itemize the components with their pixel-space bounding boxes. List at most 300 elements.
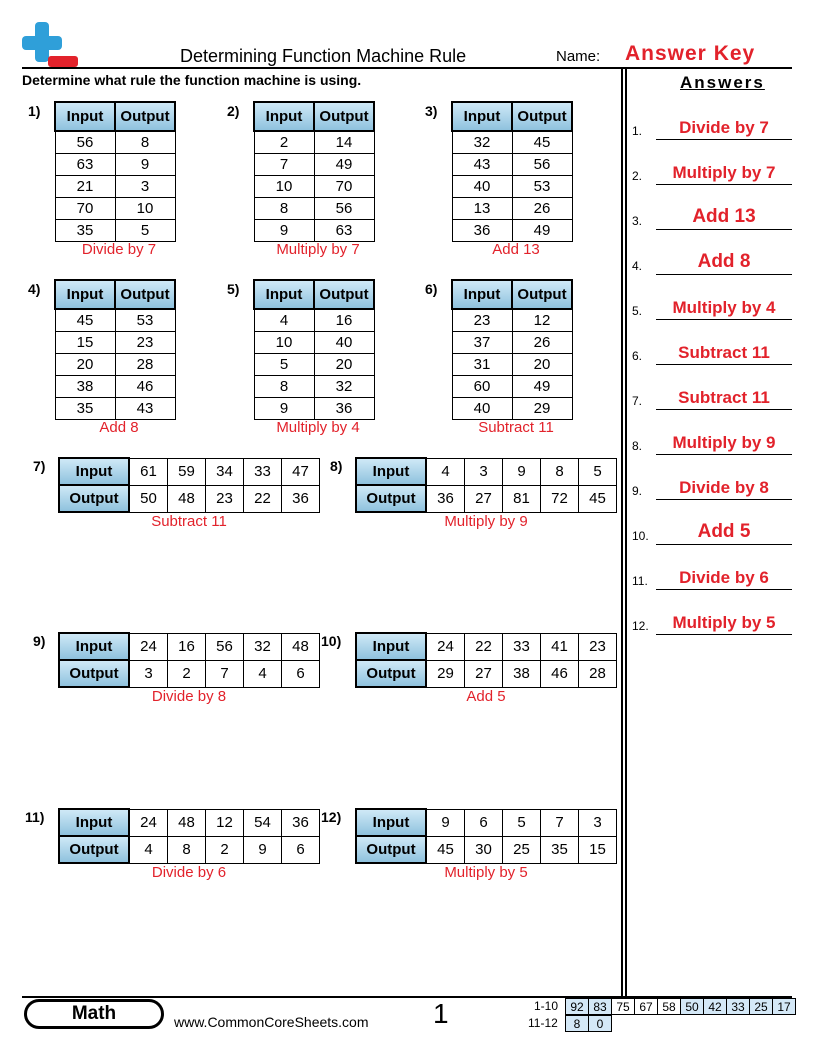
answer-line xyxy=(656,634,792,635)
input-cell: 70 xyxy=(55,198,115,220)
function-table xyxy=(451,279,573,420)
rule-answer: Subtract 11 xyxy=(151,513,227,530)
function-table xyxy=(355,808,617,864)
input-cell: 34 xyxy=(206,458,244,485)
input-cell: 40 xyxy=(452,176,512,198)
problem-number: 7) xyxy=(33,458,46,474)
output-cell: 10 xyxy=(115,198,175,220)
output-cell: 36 xyxy=(426,485,465,512)
subject-badge: Math xyxy=(24,999,164,1029)
problem-number: 6) xyxy=(425,281,438,297)
answer-row xyxy=(632,200,792,230)
name-label: Name: xyxy=(556,48,601,65)
answer-row xyxy=(632,245,792,275)
table-row xyxy=(59,458,320,485)
input-header: Input xyxy=(254,102,314,131)
output-cell: 23 xyxy=(206,485,244,512)
output-cell: 27 xyxy=(465,660,503,687)
answer-text: Divide by 8 xyxy=(679,478,769,497)
input-cell: 36 xyxy=(282,809,320,836)
table-row xyxy=(59,809,320,836)
input-cell: 6 xyxy=(465,809,503,836)
function-table xyxy=(253,101,375,242)
output-cell: 8 xyxy=(168,836,206,863)
table-row xyxy=(254,354,374,376)
input-cell: 41 xyxy=(541,633,579,660)
score-cell: 75 xyxy=(612,999,635,1015)
input-cell: 36 xyxy=(452,220,512,242)
input-cell: 23 xyxy=(579,633,617,660)
input-cell: 9 xyxy=(254,398,314,420)
input-header: Input xyxy=(452,102,512,131)
output-cell: 70 xyxy=(314,176,374,198)
table-row xyxy=(59,485,320,512)
answer-number: 4. xyxy=(632,259,643,273)
answer-row xyxy=(632,425,792,455)
table-row xyxy=(59,633,320,660)
output-cell: 28 xyxy=(579,660,617,687)
answer-number: 6. xyxy=(632,349,643,363)
output-cell: 45 xyxy=(579,485,617,512)
score-cell: 50 xyxy=(681,999,704,1015)
score-cell: 83 xyxy=(589,999,612,1015)
answer-text: Add 8 xyxy=(697,251,751,272)
answer-row xyxy=(632,605,792,635)
problem-number: 1) xyxy=(28,103,41,119)
input-cell: 33 xyxy=(503,633,541,660)
page-title: Determining Function Machine Rule xyxy=(180,46,467,66)
function-table xyxy=(54,101,176,242)
table-row xyxy=(254,131,374,154)
rule-answer: Multiply by 4 xyxy=(276,419,360,436)
problem-number: 11) xyxy=(25,809,45,825)
input-cell: 33 xyxy=(244,458,282,485)
answer-number: 9. xyxy=(632,484,643,498)
table-row xyxy=(356,809,617,836)
output-cell: 9 xyxy=(115,154,175,176)
output-header: Output xyxy=(314,102,374,131)
output-cell: 50 xyxy=(129,485,168,512)
answer-text: Add 5 xyxy=(697,521,751,542)
input-cell: 8 xyxy=(254,376,314,398)
score-row xyxy=(565,1015,612,1032)
rule-answer: Add 8 xyxy=(99,419,139,436)
answer-text: Add 13 xyxy=(692,206,756,227)
input-cell: 5 xyxy=(579,458,617,485)
input-cell: 56 xyxy=(55,131,115,154)
input-cell: 32 xyxy=(244,633,282,660)
output-cell: 4 xyxy=(129,836,168,863)
output-header: Output xyxy=(356,660,426,687)
input-header: Input xyxy=(356,633,426,660)
answer-line xyxy=(656,364,792,365)
output-cell: 63 xyxy=(314,220,374,242)
output-cell: 6 xyxy=(282,660,320,687)
output-header: Output xyxy=(512,280,572,309)
input-cell: 40 xyxy=(452,398,512,420)
function-table xyxy=(58,632,320,688)
output-cell: 9 xyxy=(244,836,282,863)
function-table xyxy=(54,279,176,420)
table-row xyxy=(254,198,374,220)
function-table xyxy=(355,457,617,513)
output-cell: 38 xyxy=(503,660,541,687)
input-cell: 48 xyxy=(282,633,320,660)
output-cell: 29 xyxy=(426,660,465,687)
table-row xyxy=(452,176,572,198)
answer-row xyxy=(632,515,792,545)
answer-text: Multiply by 7 xyxy=(672,163,776,182)
input-cell: 54 xyxy=(244,809,282,836)
table-row xyxy=(452,220,572,242)
input-cell: 5 xyxy=(503,809,541,836)
input-cell: 37 xyxy=(452,332,512,354)
answer-line xyxy=(656,589,792,590)
input-header: Input xyxy=(254,280,314,309)
table-row xyxy=(254,220,374,242)
logo xyxy=(0,0,80,70)
answer-number: 1. xyxy=(632,124,643,138)
table-row xyxy=(55,376,175,398)
output-cell: 49 xyxy=(314,154,374,176)
output-cell: 26 xyxy=(512,332,572,354)
output-cell: 46 xyxy=(541,660,579,687)
table-row xyxy=(55,309,175,332)
output-cell: 49 xyxy=(512,220,572,242)
table-row xyxy=(452,131,572,154)
table-row xyxy=(452,376,572,398)
score-cell: 67 xyxy=(635,999,658,1015)
function-table xyxy=(58,457,320,513)
output-cell: 23 xyxy=(115,332,175,354)
output-header: Output xyxy=(59,660,129,687)
input-cell: 45 xyxy=(55,309,115,332)
input-header: Input xyxy=(59,633,129,660)
table-row xyxy=(59,660,320,687)
answer-line xyxy=(656,544,792,545)
rule-answer: Add 13 xyxy=(492,241,540,258)
answer-row xyxy=(632,155,792,185)
table-row xyxy=(55,154,175,176)
table-row xyxy=(356,836,617,863)
output-cell: 8 xyxy=(115,131,175,154)
output-header: Output xyxy=(356,485,426,512)
output-cell: 22 xyxy=(244,485,282,512)
answer-number: 7. xyxy=(632,394,643,408)
answer-number: 10. xyxy=(632,529,649,543)
answer-number: 8. xyxy=(632,439,643,453)
input-cell: 32 xyxy=(452,131,512,154)
input-cell: 8 xyxy=(541,458,579,485)
output-cell: 81 xyxy=(503,485,541,512)
answer-number: 11. xyxy=(632,574,648,588)
output-cell: 27 xyxy=(465,485,503,512)
answer-row xyxy=(632,290,792,320)
input-cell: 24 xyxy=(129,633,168,660)
output-cell: 72 xyxy=(541,485,579,512)
answer-line xyxy=(656,454,792,455)
input-cell: 24 xyxy=(426,633,465,660)
output-cell: 53 xyxy=(115,309,175,332)
rule-answer: Multiply by 5 xyxy=(444,864,528,881)
score-row-label: 1-10 xyxy=(534,999,559,1013)
problem-number: 10) xyxy=(321,633,342,649)
input-cell: 48 xyxy=(168,809,206,836)
answer-text: Divide by 7 xyxy=(679,118,769,137)
problem-number: 8) xyxy=(330,458,343,474)
output-cell: 20 xyxy=(512,354,572,376)
table-row xyxy=(356,660,617,687)
score-cell: 0 xyxy=(589,1016,612,1032)
input-cell: 60 xyxy=(452,376,512,398)
function-table xyxy=(451,101,573,242)
table-row xyxy=(452,309,572,332)
table-row xyxy=(55,176,175,198)
input-cell: 43 xyxy=(452,154,512,176)
output-cell: 6 xyxy=(282,836,320,863)
score-cell: 8 xyxy=(566,1016,589,1032)
input-header: Input xyxy=(59,809,129,836)
answer-text: Multiply by 9 xyxy=(672,433,776,452)
output-cell: 25 xyxy=(503,836,541,863)
problem-number: 4) xyxy=(28,281,41,297)
output-header: Output xyxy=(356,836,426,863)
table-row xyxy=(55,131,175,154)
output-cell: 14 xyxy=(314,131,374,154)
output-cell: 15 xyxy=(579,836,617,863)
input-cell: 56 xyxy=(206,633,244,660)
table-row xyxy=(356,485,617,512)
answer-row xyxy=(632,380,792,410)
input-cell: 3 xyxy=(465,458,503,485)
output-cell: 3 xyxy=(129,660,168,687)
table-row xyxy=(452,354,572,376)
output-header: Output xyxy=(314,280,374,309)
input-cell: 9 xyxy=(503,458,541,485)
input-cell: 63 xyxy=(55,154,115,176)
output-header: Output xyxy=(115,102,175,131)
input-cell: 7 xyxy=(541,809,579,836)
output-cell: 7 xyxy=(206,660,244,687)
answer-line xyxy=(656,499,792,500)
website-link[interactable]: www.CommonCoreSheets.com xyxy=(174,1014,369,1030)
output-cell: 46 xyxy=(115,376,175,398)
table-row xyxy=(452,332,572,354)
rule-answer: Divide by 7 xyxy=(81,241,157,258)
rule-answer: Add 5 xyxy=(466,688,506,705)
plus-icon-bar xyxy=(22,36,62,50)
output-cell: 29 xyxy=(512,398,572,420)
score-cell: 58 xyxy=(658,999,681,1015)
input-cell: 22 xyxy=(465,633,503,660)
instructions: Determine what rule the function machine is using. xyxy=(22,72,362,88)
score-row-label: 11-12 xyxy=(528,1016,558,1030)
input-cell: 10 xyxy=(254,332,314,354)
output-cell: 36 xyxy=(314,398,374,420)
answer-key-label: Answer Key xyxy=(625,42,756,65)
problem-number: 2) xyxy=(227,103,240,119)
column-divider xyxy=(621,67,623,997)
score-cell: 33 xyxy=(727,999,750,1015)
score-cell: 42 xyxy=(704,999,727,1015)
answer-line xyxy=(656,409,792,410)
answer-line xyxy=(656,274,792,275)
output-cell: 16 xyxy=(314,309,374,332)
score-cell: 92 xyxy=(566,999,589,1015)
input-cell: 13 xyxy=(452,198,512,220)
rule-answer: Multiply by 9 xyxy=(444,513,528,530)
table-row xyxy=(452,198,572,220)
problem-number: 3) xyxy=(425,103,438,119)
input-cell: 20 xyxy=(55,354,115,376)
score-row xyxy=(565,998,796,1015)
rule-answer: Multiply by 7 xyxy=(276,241,360,258)
minus-icon xyxy=(48,56,78,67)
input-cell: 31 xyxy=(452,354,512,376)
output-header: Output xyxy=(59,836,129,863)
output-cell: 20 xyxy=(314,354,374,376)
problem-number: 12) xyxy=(321,809,342,825)
answer-row xyxy=(632,335,792,365)
input-header: Input xyxy=(356,809,426,836)
table-row xyxy=(356,458,617,485)
input-header: Input xyxy=(452,280,512,309)
answer-text: Divide by 6 xyxy=(679,568,769,587)
output-cell: 28 xyxy=(115,354,175,376)
answer-number: 2. xyxy=(632,169,643,183)
output-header: Output xyxy=(115,280,175,309)
input-header: Input xyxy=(59,458,129,485)
table-row xyxy=(59,836,320,863)
input-cell: 8 xyxy=(254,198,314,220)
table-row xyxy=(55,220,175,242)
output-cell: 12 xyxy=(512,309,572,332)
score-cell: 25 xyxy=(750,999,773,1015)
answer-line xyxy=(656,229,792,230)
output-cell: 4 xyxy=(244,660,282,687)
input-cell: 23 xyxy=(452,309,512,332)
output-header: Output xyxy=(512,102,572,131)
rule-answer: Divide by 6 xyxy=(151,864,227,881)
input-cell: 3 xyxy=(579,809,617,836)
input-cell: 35 xyxy=(55,398,115,420)
output-cell: 2 xyxy=(168,660,206,687)
input-cell: 9 xyxy=(426,809,465,836)
input-cell: 59 xyxy=(168,458,206,485)
input-cell: 9 xyxy=(254,220,314,242)
answer-text: Subtract 11 xyxy=(678,388,770,407)
output-cell: 2 xyxy=(206,836,244,863)
output-cell: 56 xyxy=(512,154,572,176)
output-cell: 56 xyxy=(314,198,374,220)
output-cell: 43 xyxy=(115,398,175,420)
input-header: Input xyxy=(356,458,426,485)
input-cell: 24 xyxy=(129,809,168,836)
rule-answer: Subtract 11 xyxy=(478,419,554,436)
problem-number: 9) xyxy=(33,633,46,649)
column-divider xyxy=(625,67,627,997)
table-row xyxy=(254,398,374,420)
header-divider xyxy=(22,67,792,69)
input-cell: 35 xyxy=(55,220,115,242)
answer-row xyxy=(632,560,792,590)
output-cell: 30 xyxy=(465,836,503,863)
table-row xyxy=(55,354,175,376)
output-cell: 40 xyxy=(314,332,374,354)
problem-number: 5) xyxy=(227,281,240,297)
output-cell: 26 xyxy=(512,198,572,220)
rule-answer: Divide by 8 xyxy=(151,688,227,705)
table-row xyxy=(254,309,374,332)
output-cell: 5 xyxy=(115,220,175,242)
output-cell: 3 xyxy=(115,176,175,198)
input-cell: 10 xyxy=(254,176,314,198)
answer-number: 3. xyxy=(632,214,643,228)
table-row xyxy=(254,176,374,198)
table-row xyxy=(254,154,374,176)
page-number: 1 xyxy=(433,998,449,1029)
score-cell: 17 xyxy=(773,999,796,1015)
output-cell: 48 xyxy=(168,485,206,512)
output-cell: 32 xyxy=(314,376,374,398)
answer-number: 5. xyxy=(632,304,643,318)
function-table xyxy=(355,632,617,688)
answer-text: Multiply by 4 xyxy=(672,298,776,317)
answers-heading: Answers xyxy=(680,73,765,92)
answer-number: 12. xyxy=(632,619,649,633)
input-cell: 61 xyxy=(129,458,168,485)
output-cell: 45 xyxy=(512,131,572,154)
input-cell: 15 xyxy=(55,332,115,354)
table-row xyxy=(55,198,175,220)
function-table xyxy=(58,808,320,864)
output-cell: 36 xyxy=(282,485,320,512)
output-cell: 45 xyxy=(426,836,465,863)
output-cell: 53 xyxy=(512,176,572,198)
table-row xyxy=(452,154,572,176)
answer-line xyxy=(656,319,792,320)
input-cell: 38 xyxy=(55,376,115,398)
input-cell: 16 xyxy=(168,633,206,660)
output-header: Output xyxy=(59,485,129,512)
answer-text: Multiply by 5 xyxy=(672,613,776,632)
table-row xyxy=(356,633,617,660)
input-cell: 5 xyxy=(254,354,314,376)
input-cell: 12 xyxy=(206,809,244,836)
table-row xyxy=(55,398,175,420)
answer-text: Subtract 11 xyxy=(678,343,770,362)
input-cell: 21 xyxy=(55,176,115,198)
output-cell: 35 xyxy=(541,836,579,863)
table-row xyxy=(254,332,374,354)
function-table xyxy=(253,279,375,420)
answer-line xyxy=(656,184,792,185)
answer-row xyxy=(632,470,792,500)
input-cell: 2 xyxy=(254,131,314,154)
input-cell: 7 xyxy=(254,154,314,176)
output-cell: 49 xyxy=(512,376,572,398)
table-row xyxy=(55,332,175,354)
answer-row xyxy=(632,110,792,140)
table-row xyxy=(254,376,374,398)
input-header: Input xyxy=(55,280,115,309)
input-cell: 47 xyxy=(282,458,320,485)
input-cell: 4 xyxy=(254,309,314,332)
input-header: Input xyxy=(55,102,115,131)
input-cell: 4 xyxy=(426,458,465,485)
answer-line xyxy=(656,139,792,140)
table-row xyxy=(452,398,572,420)
